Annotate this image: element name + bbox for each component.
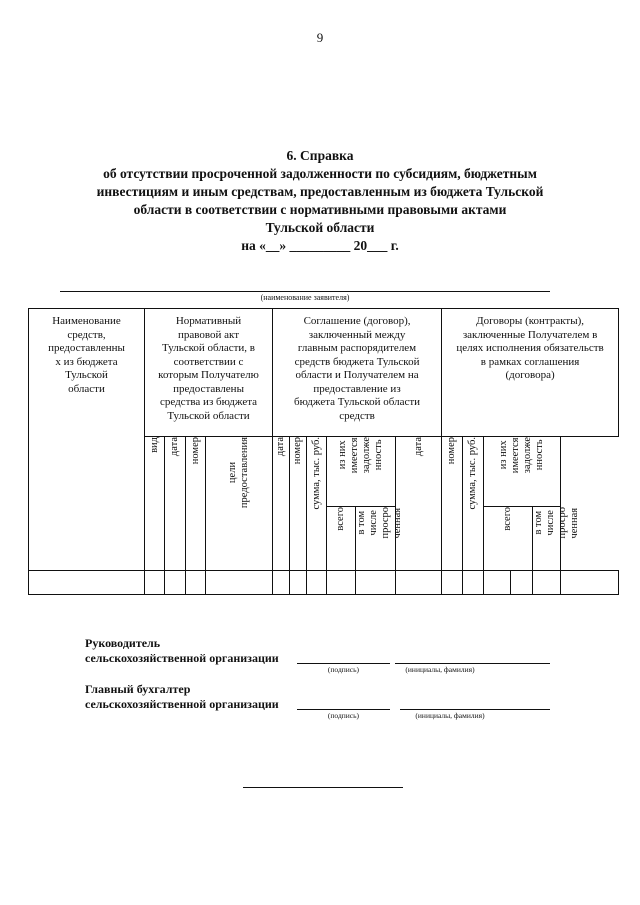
accountant-name-caption: (инициалы, фамилия) xyxy=(415,711,485,720)
table-cell[interactable] xyxy=(511,571,533,595)
title-line-1: 6. Справка xyxy=(286,148,354,163)
table-cell[interactable] xyxy=(29,571,145,595)
table-cell[interactable] xyxy=(206,571,273,595)
g2-sum-header: сумма, тыс. руб. xyxy=(307,437,327,571)
table-cell[interactable] xyxy=(186,571,206,595)
date-line: на «__» _________ 20___ г. xyxy=(241,238,399,253)
table-cell[interactable] xyxy=(533,571,561,595)
head-signature-caption: (подпись) xyxy=(327,665,360,674)
g3-sum-header: сумма, тыс. руб. xyxy=(463,437,484,571)
g3-date-header: дата xyxy=(396,437,442,571)
g3-overdue-header: в том числе просро ченная xyxy=(533,507,561,571)
accountant-organization: сельскохозяйственной организации xyxy=(85,696,279,711)
head-name-caption: (инициалы, фамилия) xyxy=(405,665,475,674)
g2-debt-header: из них имеется задолже нность xyxy=(327,437,396,507)
head-organization: сельскохозяйственной организации xyxy=(85,650,279,665)
g2-date-header: дата xyxy=(273,437,290,571)
head-signature-line[interactable] xyxy=(297,663,390,664)
table-cell[interactable] xyxy=(327,571,356,595)
g3-total-header: всего xyxy=(484,507,533,571)
agreement-header: Соглашение (договор), заключенный между главным распорядителем средств бюджета Тульской области и Получателем на предоставление из бюджета Тульской области средств xyxy=(273,309,442,437)
table-cell[interactable] xyxy=(165,571,186,595)
table-cell[interactable] xyxy=(484,571,511,595)
accountant-title: Главный бухгалтер xyxy=(85,682,191,696)
debt-table xyxy=(28,308,619,595)
title-line-2: об отсутствии просроченной задолженности по субсидиям, бюджетным xyxy=(103,166,537,181)
g2-overdue-header: в том числе просро ченная xyxy=(356,507,396,571)
applicant-name-line xyxy=(60,291,550,292)
title-line-5: Тульской области xyxy=(265,220,375,235)
head-signature-block xyxy=(85,636,279,665)
closing-rule xyxy=(243,787,403,788)
g3-number-header: номер xyxy=(442,437,463,571)
document-title xyxy=(40,147,600,255)
head-title: Руководитель xyxy=(85,636,161,650)
g3-debt-header: из них имеется задолже нность xyxy=(484,437,561,507)
g2-number-header: номер xyxy=(290,437,307,571)
contracts-header: Договоры (контракты), заключенные Получателем в целях исполнения обязательств в рамках соглашения (договора) xyxy=(442,309,619,437)
accountant-signature-block xyxy=(85,682,279,711)
table-cell[interactable] xyxy=(561,571,619,595)
g1-number-header: номер xyxy=(186,437,206,571)
g2-total-header: всего xyxy=(327,507,356,571)
table-cell[interactable] xyxy=(442,571,463,595)
title-line-3: инвестициям и иным средствам, предоставленным из бюджета Тульской xyxy=(96,184,544,199)
table-cell[interactable] xyxy=(307,571,327,595)
g1-vid-header: вид xyxy=(145,437,165,571)
table-cell[interactable] xyxy=(145,571,165,595)
title-line-4: области в соответствии с нормативными правовыми актами xyxy=(133,202,507,217)
accountant-signature-caption: (подпись) xyxy=(327,711,360,720)
legal-act-header: Нормативный правовой акт Тульской области, в соответствии с которым Получателю предоставлены средства из бюджета Тульской области xyxy=(145,309,273,437)
page-number: 9 xyxy=(316,30,324,45)
table-cell[interactable] xyxy=(290,571,307,595)
accountant-signature-line[interactable] xyxy=(297,709,390,710)
table-cell[interactable] xyxy=(273,571,290,595)
g1-purpose-header: цели предоставления xyxy=(206,437,273,571)
table-cell[interactable] xyxy=(356,571,396,595)
funds-name-header: Наименование средств, предоставленны х из бюджета Тульской области xyxy=(29,309,145,571)
applicant-caption: (наименование заявителя) xyxy=(260,293,350,302)
table-cell[interactable] xyxy=(396,571,442,595)
g1-date-header: дата xyxy=(165,437,186,571)
table-row xyxy=(29,571,619,595)
head-name-line[interactable] xyxy=(395,663,550,664)
table-cell[interactable] xyxy=(463,571,484,595)
accountant-name-line[interactable] xyxy=(400,709,550,710)
